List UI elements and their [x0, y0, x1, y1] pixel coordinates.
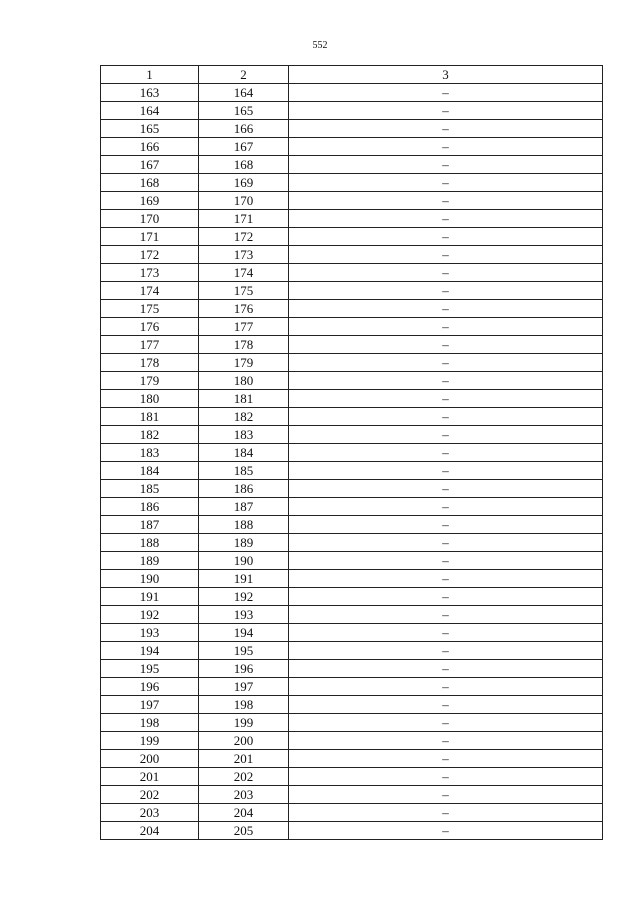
table-cell-col-3: –	[289, 570, 603, 588]
table-cell-col-3: –	[289, 390, 603, 408]
table-cell-col-3: –	[289, 174, 603, 192]
table-row	[101, 246, 603, 264]
table-cell-col-2: 199	[199, 714, 289, 732]
table-row	[101, 318, 603, 336]
table-cell-col-3: –	[289, 660, 603, 678]
column-header-2: 2	[199, 66, 289, 84]
table-row	[101, 516, 603, 534]
table-cell-col-1: 168	[101, 174, 199, 192]
table-row	[101, 552, 603, 570]
table-cell-col-2: 191	[199, 570, 289, 588]
table-cell-col-2: 195	[199, 642, 289, 660]
table-cell-col-1: 171	[101, 228, 199, 246]
table-row	[101, 102, 603, 120]
table-cell-col-3: –	[289, 84, 603, 102]
table-row	[101, 282, 603, 300]
table-cell-col-1: 200	[101, 750, 199, 768]
table-cell-col-2: 200	[199, 732, 289, 750]
table-row	[101, 138, 603, 156]
table-cell-col-2: 177	[199, 318, 289, 336]
table-cell-col-3: –	[289, 138, 603, 156]
table-cell-col-1: 173	[101, 264, 199, 282]
table-cell-col-1: 183	[101, 444, 199, 462]
table-cell-col-1: 199	[101, 732, 199, 750]
table-cell-col-1: 163	[101, 84, 199, 102]
table-cell-col-2: 203	[199, 786, 289, 804]
table-cell-col-2: 164	[199, 84, 289, 102]
table-cell-col-1: 192	[101, 606, 199, 624]
table-cell-col-1: 195	[101, 660, 199, 678]
table-row	[101, 732, 603, 750]
table-cell-col-3: –	[289, 300, 603, 318]
table-cell-col-3: –	[289, 228, 603, 246]
table-cell-col-1: 187	[101, 516, 199, 534]
table-header	[101, 66, 603, 84]
table-cell-col-1: 182	[101, 426, 199, 444]
table-cell-col-3: –	[289, 678, 603, 696]
table-cell-col-2: 188	[199, 516, 289, 534]
table-cell-col-1: 186	[101, 498, 199, 516]
table-row	[101, 768, 603, 786]
table-cell-col-2: 175	[199, 282, 289, 300]
data-table	[100, 65, 603, 840]
table-row	[101, 390, 603, 408]
table-row	[101, 786, 603, 804]
table-row	[101, 804, 603, 822]
table-cell-col-2: 194	[199, 624, 289, 642]
table-row	[101, 174, 603, 192]
table-cell-col-2: 168	[199, 156, 289, 174]
table-cell-col-3: –	[289, 336, 603, 354]
header-row	[101, 66, 603, 84]
table-cell-col-1: 188	[101, 534, 199, 552]
table-cell-col-3: –	[289, 642, 603, 660]
table-cell-col-1: 167	[101, 156, 199, 174]
table-cell-col-2: 176	[199, 300, 289, 318]
table-row	[101, 714, 603, 732]
table-cell-col-1: 174	[101, 282, 199, 300]
table-cell-col-1: 196	[101, 678, 199, 696]
table-row	[101, 534, 603, 552]
table-cell-col-1: 178	[101, 354, 199, 372]
table-cell-col-2: 184	[199, 444, 289, 462]
table-cell-col-3: –	[289, 786, 603, 804]
table-cell-col-3: –	[289, 624, 603, 642]
table-cell-col-1: 197	[101, 696, 199, 714]
table-cell-col-2: 201	[199, 750, 289, 768]
table-cell-col-2: 179	[199, 354, 289, 372]
table-cell-col-1: 176	[101, 318, 199, 336]
table-cell-col-2: 190	[199, 552, 289, 570]
table-cell-col-3: –	[289, 282, 603, 300]
table-cell-col-2: 172	[199, 228, 289, 246]
table-cell-col-1: 202	[101, 786, 199, 804]
table-cell-col-1: 201	[101, 768, 199, 786]
table-cell-col-2: 174	[199, 264, 289, 282]
column-header-1: 1	[101, 66, 199, 84]
table-cell-col-1: 170	[101, 210, 199, 228]
table-cell-col-3: –	[289, 480, 603, 498]
table-cell-col-3: –	[289, 444, 603, 462]
table-cell-col-2: 205	[199, 822, 289, 840]
table-cell-col-1: 166	[101, 138, 199, 156]
table-cell-col-2: 170	[199, 192, 289, 210]
table-cell-col-3: –	[289, 732, 603, 750]
table-cell-col-2: 181	[199, 390, 289, 408]
table-cell-col-3: –	[289, 516, 603, 534]
table-cell-col-3: –	[289, 768, 603, 786]
table-cell-col-3: –	[289, 102, 603, 120]
table-cell-col-2: 187	[199, 498, 289, 516]
table-row	[101, 444, 603, 462]
table-row	[101, 120, 603, 138]
table-row	[101, 210, 603, 228]
table-cell-col-3: –	[289, 120, 603, 138]
table-cell-col-3: –	[289, 606, 603, 624]
table-row	[101, 84, 603, 102]
table-cell-col-1: 189	[101, 552, 199, 570]
table-cell-col-1: 191	[101, 588, 199, 606]
table-row	[101, 264, 603, 282]
table-cell-col-2: 169	[199, 174, 289, 192]
table-cell-col-2: 196	[199, 660, 289, 678]
table-row	[101, 570, 603, 588]
table-cell-col-1: 194	[101, 642, 199, 660]
table-cell-col-2: 165	[199, 102, 289, 120]
table-cell-col-3: –	[289, 696, 603, 714]
table-row	[101, 336, 603, 354]
table-row	[101, 498, 603, 516]
table-cell-col-2: 180	[199, 372, 289, 390]
table-cell-col-3: –	[289, 246, 603, 264]
table-cell-col-1: 184	[101, 462, 199, 480]
table-cell-col-3: –	[289, 750, 603, 768]
table-cell-col-1: 164	[101, 102, 199, 120]
table-cell-col-2: 186	[199, 480, 289, 498]
table-cell-col-2: 183	[199, 426, 289, 444]
table-row	[101, 300, 603, 318]
table-cell-col-2: 198	[199, 696, 289, 714]
table-row	[101, 372, 603, 390]
table-cell-col-1: 165	[101, 120, 199, 138]
table-cell-col-2: 192	[199, 588, 289, 606]
table-cell-col-2: 204	[199, 804, 289, 822]
table-body	[101, 84, 603, 840]
table-row	[101, 696, 603, 714]
table-row	[101, 588, 603, 606]
table-cell-col-3: –	[289, 534, 603, 552]
column-header-3: 3	[289, 66, 603, 84]
page-number: 552	[312, 40, 328, 51]
table-cell-col-2: 167	[199, 138, 289, 156]
table-cell-col-3: –	[289, 498, 603, 516]
table-cell-col-1: 180	[101, 390, 199, 408]
table-row	[101, 192, 603, 210]
table-cell-col-3: –	[289, 192, 603, 210]
table-cell-col-3: –	[289, 552, 603, 570]
table-cell-col-2: 166	[199, 120, 289, 138]
table-row	[101, 156, 603, 174]
table-row	[101, 354, 603, 372]
table-cell-col-1: 185	[101, 480, 199, 498]
table-cell-col-3: –	[289, 372, 603, 390]
table-cell-col-3: –	[289, 822, 603, 840]
table-cell-col-3: –	[289, 714, 603, 732]
table-row	[101, 480, 603, 498]
table-row	[101, 678, 603, 696]
table-cell-col-3: –	[289, 354, 603, 372]
table-cell-col-2: 189	[199, 534, 289, 552]
table-cell-col-1: 175	[101, 300, 199, 318]
table-row	[101, 606, 603, 624]
table-cell-col-2: 185	[199, 462, 289, 480]
table-cell-col-3: –	[289, 210, 603, 228]
table-row	[101, 408, 603, 426]
table-cell-col-3: –	[289, 588, 603, 606]
table-cell-col-2: 171	[199, 210, 289, 228]
table-row	[101, 624, 603, 642]
table-cell-col-1: 204	[101, 822, 199, 840]
table-cell-col-1: 193	[101, 624, 199, 642]
table-cell-col-3: –	[289, 264, 603, 282]
table-row	[101, 750, 603, 768]
table-row	[101, 642, 603, 660]
table-cell-col-2: 202	[199, 768, 289, 786]
table-row	[101, 660, 603, 678]
table-cell-col-1: 198	[101, 714, 199, 732]
table-cell-col-2: 193	[199, 606, 289, 624]
table-cell-col-3: –	[289, 156, 603, 174]
table-row	[101, 426, 603, 444]
table-cell-col-2: 173	[199, 246, 289, 264]
table-cell-col-3: –	[289, 426, 603, 444]
table-cell-col-1: 169	[101, 192, 199, 210]
table-cell-col-1: 172	[101, 246, 199, 264]
table-cell-col-2: 182	[199, 408, 289, 426]
table-row	[101, 462, 603, 480]
table-cell-col-3: –	[289, 804, 603, 822]
table-cell-col-1: 181	[101, 408, 199, 426]
table-cell-col-1: 177	[101, 336, 199, 354]
table-row	[101, 822, 603, 840]
table-cell-col-3: –	[289, 318, 603, 336]
table-cell-col-3: –	[289, 462, 603, 480]
table-cell-col-1: 203	[101, 804, 199, 822]
table-cell-col-2: 178	[199, 336, 289, 354]
table-row	[101, 228, 603, 246]
table-cell-col-1: 179	[101, 372, 199, 390]
table-cell-col-3: –	[289, 408, 603, 426]
table-cell-col-2: 197	[199, 678, 289, 696]
table-cell-col-1: 190	[101, 570, 199, 588]
